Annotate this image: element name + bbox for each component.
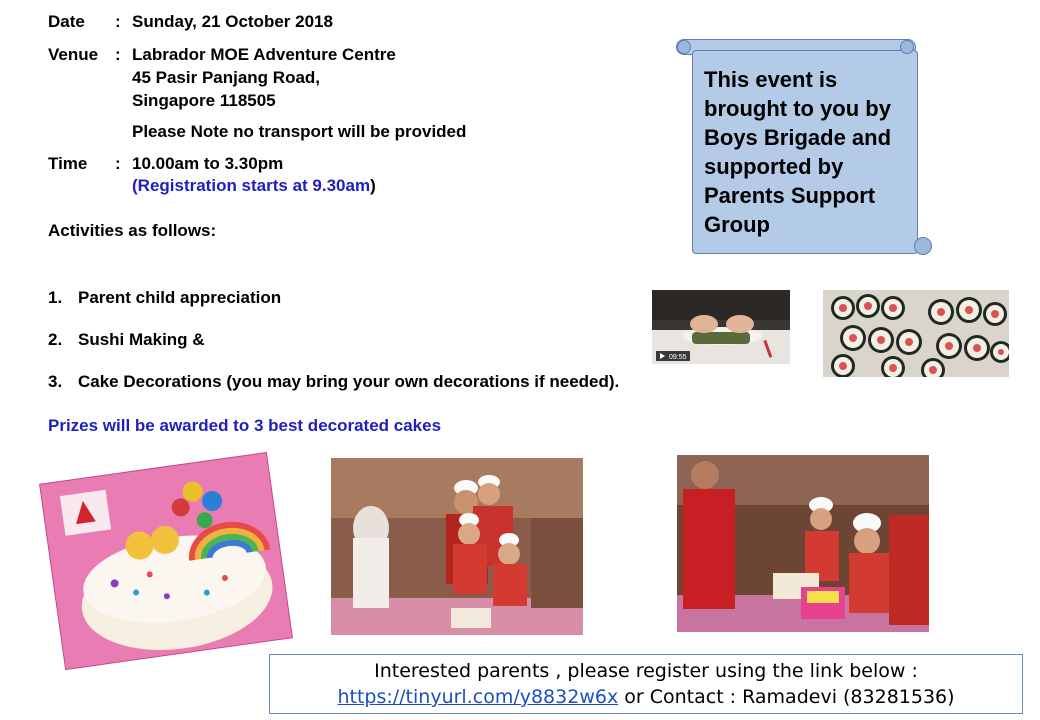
- banner-text: This event is brought to you by Boys Brigade and supported by Parents Support Group: [704, 67, 892, 237]
- activity-1-number: 1.: [48, 288, 63, 307]
- venue-line-1: Labrador MOE Adventure Centre: [132, 45, 396, 64]
- activity-1-text: Parent child appreciation: [78, 288, 282, 307]
- activity-3-number: 3.: [48, 372, 63, 391]
- decorated-cake-photo: [40, 453, 292, 669]
- time-colon: :: [115, 154, 121, 173]
- date-value: Sunday, 21 October 2018: [132, 12, 333, 31]
- register-contact-line: [270, 685, 1022, 709]
- parent-child-group-photo: [331, 458, 583, 635]
- video-timestamp: 09:55: [669, 354, 687, 361]
- scroll-roll-top-left: [677, 40, 691, 54]
- venue-line-2: 45 Pasir Panjang Road,: [132, 68, 321, 87]
- registration-note: [132, 176, 376, 196]
- time-label: Time: [48, 154, 88, 173]
- registration-paren: ): [370, 176, 376, 195]
- scroll-roll-bottom-right: [914, 237, 932, 255]
- venue-line-3: Singapore 118505: [132, 91, 276, 110]
- venue-label: Venue: [48, 45, 99, 64]
- cake-decorating-photo: [677, 455, 929, 632]
- activity-2-number: 2.: [48, 330, 63, 349]
- registration-time: (Registration starts at 9.30am: [132, 176, 371, 195]
- activity-2-text: Sushi Making &: [78, 330, 205, 349]
- sushi-video-thumbnail[interactable]: [652, 290, 790, 364]
- register-link[interactable]: https://tinyurl.com/y8832w6x: [337, 686, 619, 708]
- activity-3-text: Cake Decorations (you may bring your own decorations if needed).: [78, 372, 620, 391]
- contact-text: or Contact : Ramadevi (83281536): [618, 686, 955, 708]
- date-label: Date: [48, 12, 85, 31]
- venue-colon: :: [115, 45, 121, 64]
- prizes-note: Prizes will be awarded to 3 best decorated cakes: [48, 416, 442, 435]
- scroll-roll-top-right: [900, 40, 914, 54]
- register-instruction: Interested parents , please register using the link below :: [374, 660, 918, 682]
- sushi-platter-photo: [823, 290, 1009, 377]
- time-value: 10.00am to 3.30pm: [132, 154, 284, 173]
- activities-heading: Activities as follows:: [48, 221, 217, 240]
- register-info-box: [269, 654, 1023, 714]
- date-colon: :: [115, 12, 121, 31]
- transport-note: Please Note no transport will be provided: [132, 122, 467, 141]
